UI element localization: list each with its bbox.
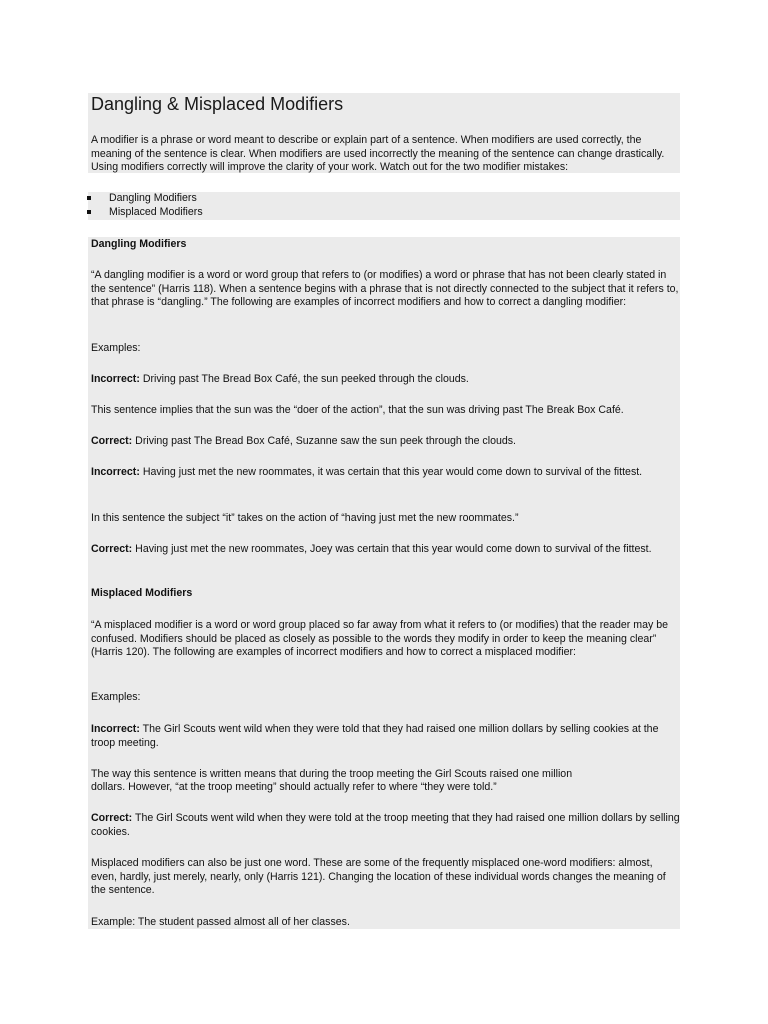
incorrect-text: The Girl Scouts went wild when they were told that they had raised one million dollars by selling cookies at the troop meeting. [91, 723, 659, 749]
bullet-label: Dangling Modifiers [109, 192, 197, 204]
incorrect-label: Incorrect: [91, 466, 140, 478]
correct-label: Correct: [91, 543, 133, 555]
one-word-modifiers-paragraph: Misplaced modifiers can also be just one word. These are some of the frequently misplaced one-word modifiers: almost, even, hardly, just merely, nearly, only (Harris 121). Changing the location of these individual words changes the meaning of the sentence. [91, 857, 666, 896]
misplaced-definition: “A misplaced modifier is a word or word group placed so far away from what it refers to (or modifies) that the reader may be confused. Modifiers should be placed as closely as possible to the words they modify in order to keep the meaning clear” (Harris 120). The following are examples of incorrect modifiers and how to correct a misplaced modifier: [91, 619, 669, 658]
correct-text: Driving past The Bread Box Café, Suzanne saw the sun peek through the clouds. [132, 435, 516, 447]
incorrect-label: Incorrect: [91, 723, 140, 735]
dangling-definition: “A dangling modifier is a word or word group that refers to (or modifies) a word or phrase that has not been clearly stated in the sentence” (Harris 118). When a sentence begins with a phrase that is not directly connected to the subject that it refers to, that phrase is “dangling.” The following are examples of incorrect modifiers and how to correct a dangling modifier: [91, 269, 679, 308]
misplaced-examples-label: Examples: [91, 691, 141, 703]
page-title: Dangling & Misplaced Modifiers [91, 94, 344, 114]
bullet-label: Misplaced Modifiers [109, 206, 203, 218]
dangling-incorrect-1 [91, 373, 681, 387]
dangling-examples-label: Examples: [91, 342, 141, 354]
incorrect-text: Driving past The Bread Box Café, the sun peeked through the clouds. [139, 373, 469, 385]
dangling-correct-1 [91, 435, 681, 449]
bullet-icon [87, 210, 91, 214]
misplaced-incorrect [91, 723, 681, 750]
correct-text: Having just met the new roommates, Joey was certain that this year would come down to survival of the fittest. [132, 543, 652, 555]
misplaced-heading: Misplaced Modifiers [91, 587, 193, 599]
one-word-example: Example: The student passed almost all of her classes. [91, 916, 350, 928]
correct-text: The Girl Scouts went wild when they were told at the troop meeting that they had raised one million dollars by selling cookies. [91, 812, 680, 838]
correct-label: Correct: [91, 435, 133, 447]
misplaced-correct [91, 812, 681, 839]
dangling-correct-2 [91, 543, 681, 557]
correct-label: Correct: [91, 812, 133, 824]
bullet-icon [87, 196, 91, 200]
dangling-incorrect-2 [91, 466, 681, 480]
incorrect-text: Having just met the new roommates, it was certain that this year would come down to survival of the fittest. [139, 466, 643, 478]
misplaced-explanation-line-1: The way this sentence is written means that during the troop meeting the Girl Scouts raised one million [91, 768, 573, 780]
dangling-explanation-2: In this sentence the subject “it” takes on the action of “having just met the new roommates.” [91, 512, 519, 524]
dangling-explanation-1: This sentence implies that the sun was the “doer of the action”, that the sun was driving past The Break Box Café. [91, 404, 624, 416]
incorrect-label: Incorrect: [91, 373, 140, 385]
dangling-heading: Dangling Modifiers [91, 238, 187, 250]
intro-paragraph: A modifier is a phrase or word meant to describe or explain part of a sentence. When modifiers are used correctly, the meaning of the sentence is clear. When modifiers are used incorrectly the meaning of the sentence can change drastically. Using modifiers correctly will improve the clarity of your work. Watch out for the two modifier mistakes: [91, 134, 665, 173]
misplaced-explanation-line-2: dollars. However, “at the troop meeting” should actually refer to where “they were told.” [91, 781, 497, 793]
